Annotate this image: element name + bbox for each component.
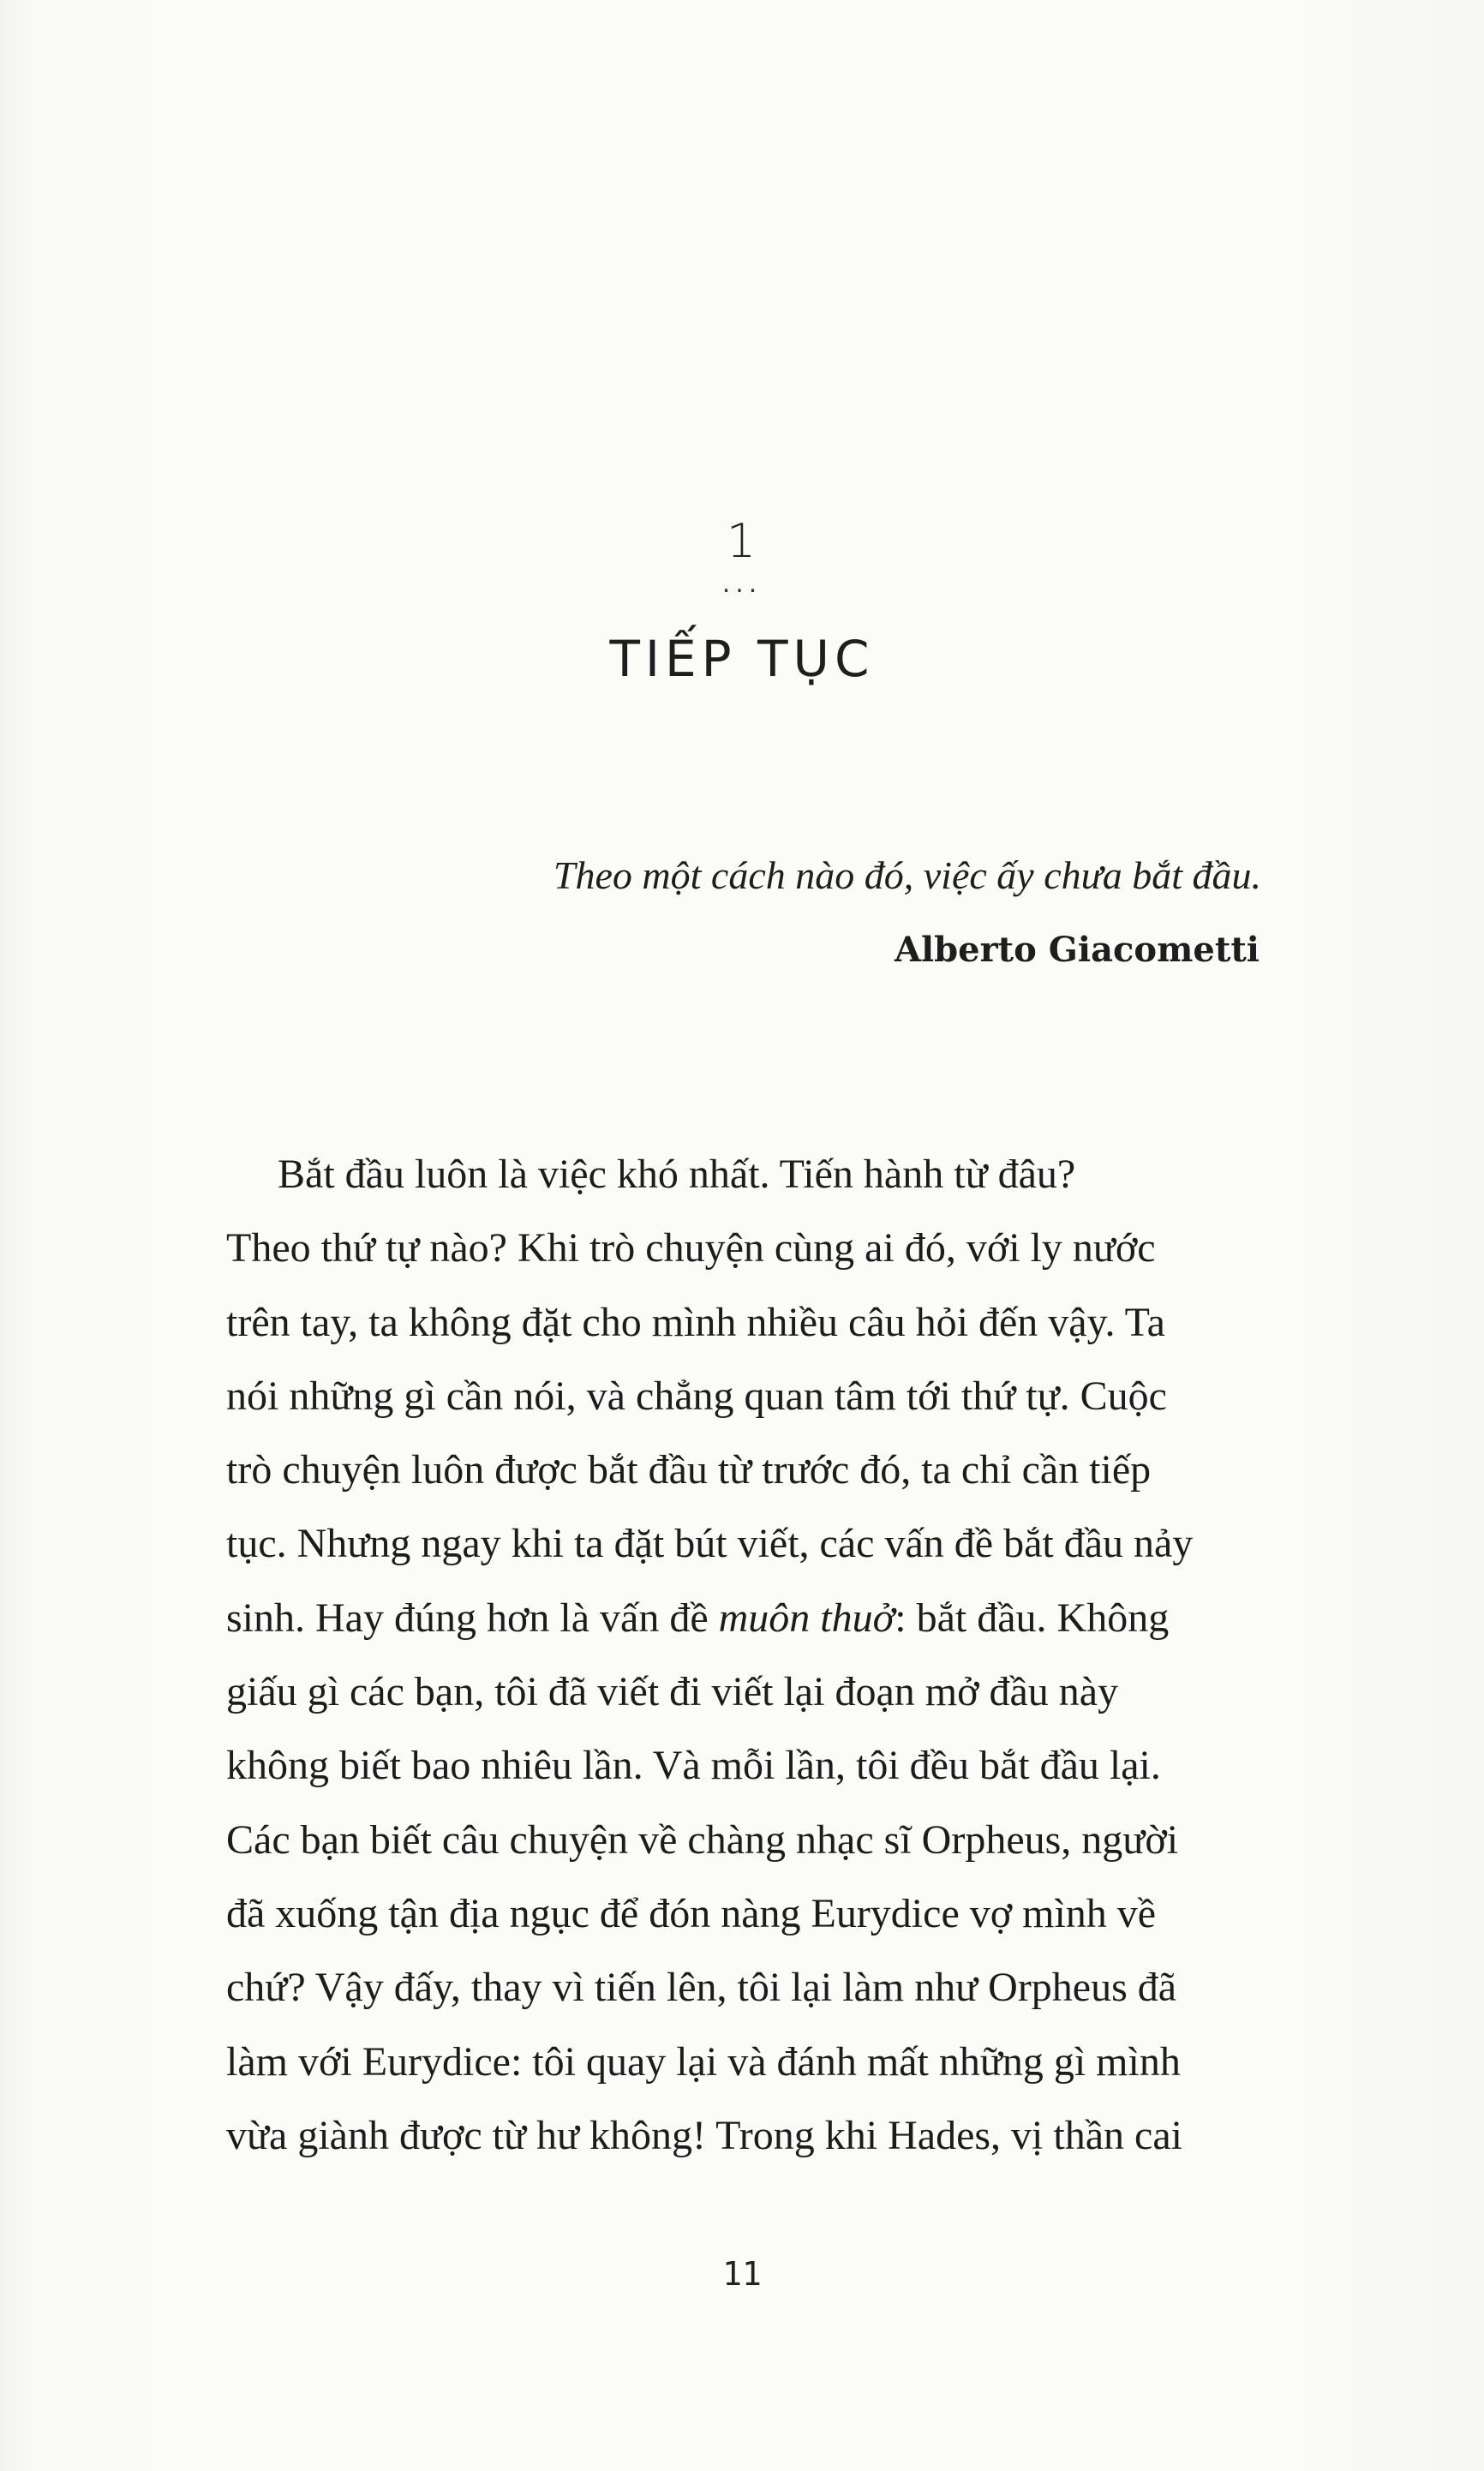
chapter-number: 1 xyxy=(726,514,758,568)
epigraph-quote: Theo một cách nào đó, việc ấy chưa bắt đầu. xyxy=(553,853,1261,897)
body-line: chứ? Vậy đấy, thay vì tiến lên, tôi lại làm như Orpheus đã xyxy=(226,1965,1177,2011)
body-line: Theo thứ tự nào? Khi trò chuyện cùng ai đó, với ly nước xyxy=(226,1225,1156,1271)
chapter-title: TIẾP TỤC xyxy=(609,630,875,688)
body-line: tục. Nhưng ngay khi ta đặt bút viết, các vấn đề bắt đầu nảy xyxy=(226,1521,1194,1567)
body-text-segment: sinh. Hay đúng hơn là vấn đề xyxy=(226,1594,719,1641)
body-text-segment: : bắt đầu. Không xyxy=(895,1594,1170,1641)
epigraph-author: Alberto Giacometti xyxy=(894,930,1260,970)
body-line: Các bạn biết câu chuyện về chàng nhạc sĩ Orpheus, người xyxy=(226,1816,1179,1863)
body-line: trò chuyện luôn được bắt đầu từ trước đó, ta chỉ cần tiếp xyxy=(226,1447,1152,1493)
body-line: nói những gì cần nói, và chẳng quan tâm tới thứ tự. Cuộc xyxy=(226,1373,1167,1419)
emphasis-text: muôn thuở xyxy=(718,1594,895,1641)
body-line: giấu gì các bạn, tôi đã viết đi viết lại đoạn mở đầu này xyxy=(226,1669,1119,1715)
page-number: 11 xyxy=(722,2255,762,2293)
body-line: không biết bao nhiêu lần. Và mỗi lần, tôi đều bắt đầu lại. xyxy=(226,1743,1161,1789)
body-paragraph xyxy=(226,1138,1263,2173)
body-line: làm với Eurydice: tôi quay lại và đánh mất những gì mình xyxy=(226,2038,1181,2085)
body-line-with-emphasis xyxy=(226,1582,1263,1655)
body-line: Bắt đầu luôn là việc khó nhất. Tiến hành từ đâu? xyxy=(278,1152,1076,1197)
body-line: trên tay, ta không đặt cho mình nhiều câu hỏi đến vậy. Ta xyxy=(226,1299,1165,1345)
body-line: đã xuống tận địa ngục để đón nàng Eurydice vợ mình về xyxy=(226,1890,1157,1936)
body-line: vừa giành được từ hư không! Trong khi Hades, vị thần cai xyxy=(226,2112,1182,2158)
chapter-ornament: ... xyxy=(721,569,763,599)
